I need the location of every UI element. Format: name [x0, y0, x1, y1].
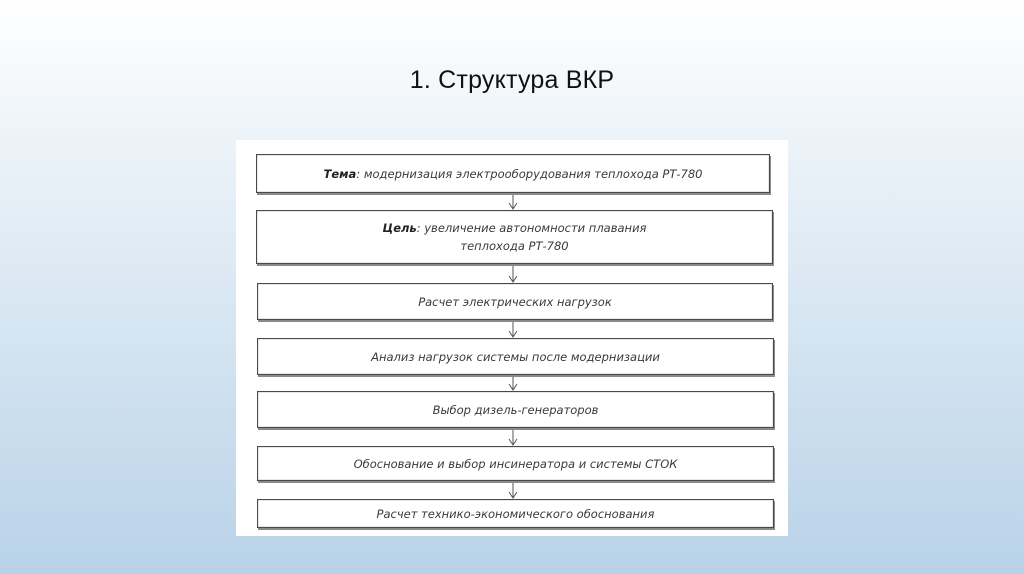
incinerator-text: Обоснование и выбор инсинератора и системы СТОК	[353, 456, 678, 471]
flow-step-economics	[257, 499, 774, 528]
load-analysis-text: Анализ нагрузок системы после модернизации	[371, 349, 660, 364]
slide-title: 1. Структура ВКР	[409, 66, 615, 94]
goal-label: Цель	[382, 221, 417, 235]
flow-step-generator-choice	[257, 391, 774, 428]
topic-text: : модернизация электрооборудования теплохода РТ-780	[356, 166, 703, 181]
flowchart-panel	[236, 140, 788, 536]
load-calc-text: Расчет электрических нагрузок	[418, 294, 612, 309]
goal-text-line2: теплохода РТ-780	[460, 239, 569, 253]
flow-step-load-calc	[257, 283, 773, 320]
flow-step-goal	[256, 210, 773, 264]
flow-step-incinerator	[257, 446, 774, 481]
generator-choice-text: Выбор дизель-генераторов	[432, 402, 599, 417]
topic-label: Тема	[323, 166, 357, 181]
flow-step-load-analysis	[257, 338, 774, 375]
goal-text: : увеличение автономности плавания	[416, 221, 647, 235]
flow-step-topic	[256, 154, 770, 193]
economics-text: Расчет технико-экономического обоснования	[376, 506, 655, 521]
